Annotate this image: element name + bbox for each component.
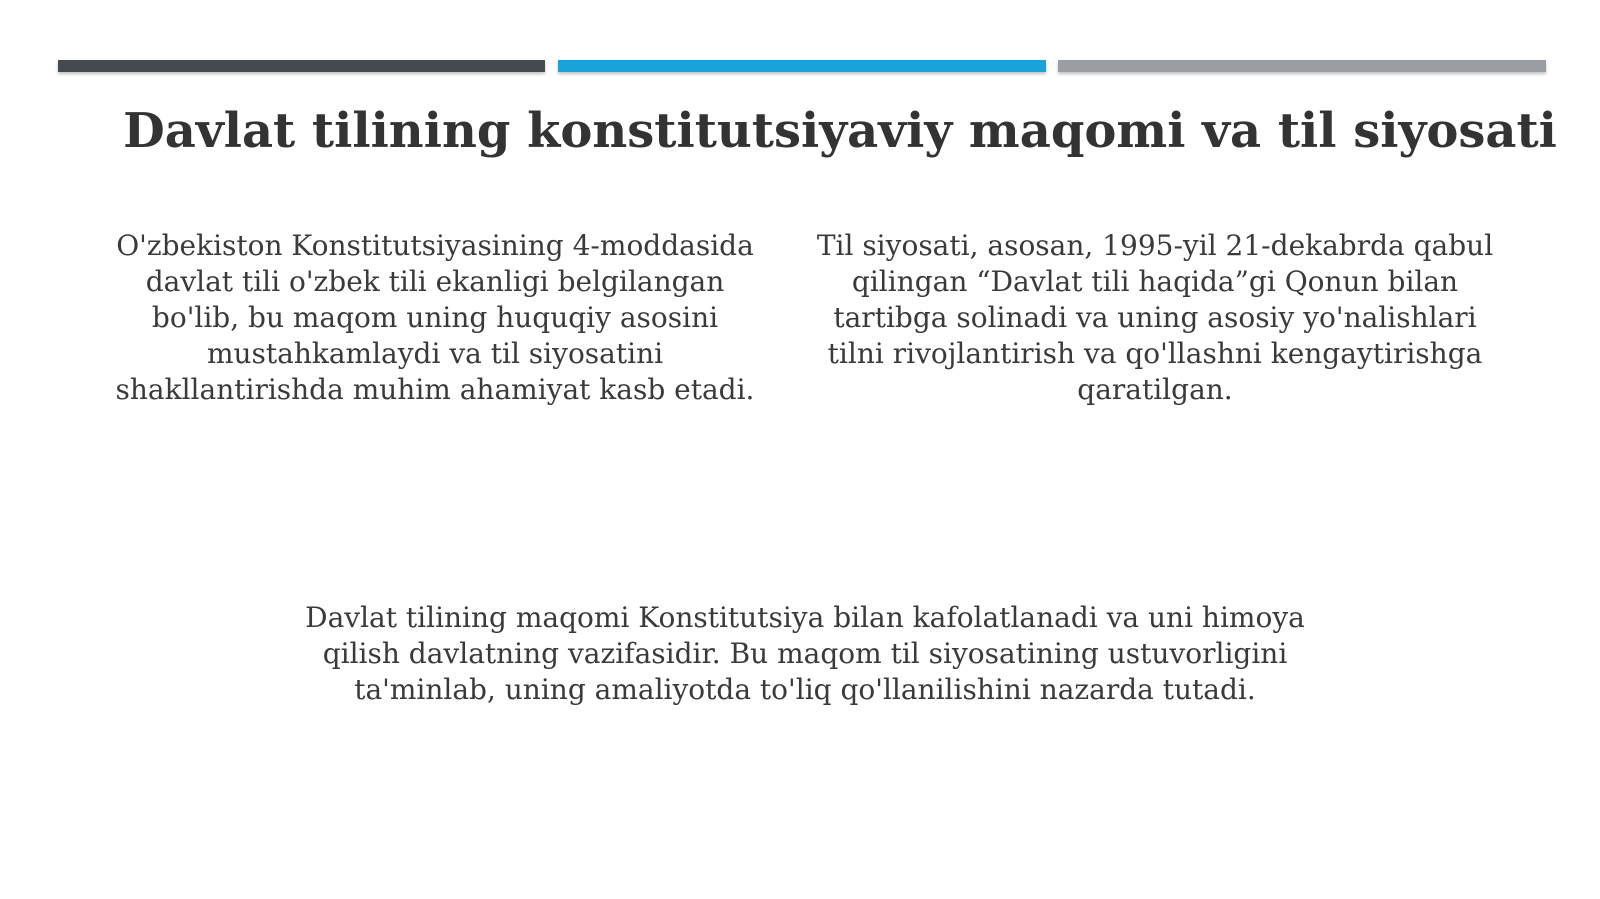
accent-bar-gray: [1058, 60, 1546, 72]
right-paragraph: Til siyosati, asosan, 1995-yil 21-dekabrda qabul qilingan “Davlat tili haqida”gi Qonun bilan tartibga solinadi va uning asosiy yo'nalishlari tilni rivojlantirish va qo'llashni kengaytirishga qaratilgan.: [816, 229, 1494, 406]
slide-title: Davlat tilining konstitutsiyaviy maqomi va til siyosati: [123, 103, 1557, 159]
accent-bar-blue: [558, 60, 1046, 72]
accent-bar-dark: [58, 60, 545, 72]
bottom-paragraph: Davlat tilining maqomi Konstitutsiya bilan kafolatlanadi va uni himoya qilish davlatning vazifasidir. Bu maqom til siyosatining ustuvorligini ta'minlab, uning amaliyotda to'liq qo'llanilishini nazarda tutadi.: [305, 601, 1305, 706]
left-paragraph: O'zbekiston Konstitutsiyasining 4-moddasida davlat tili o'zbek tili ekanligi belgilangan bo'lib, bu maqom uning huquqiy asosini mustahkamlaydi va til siyosatini shakllantirishda muhim ahamiyat kasb etadi.: [115, 229, 755, 406]
